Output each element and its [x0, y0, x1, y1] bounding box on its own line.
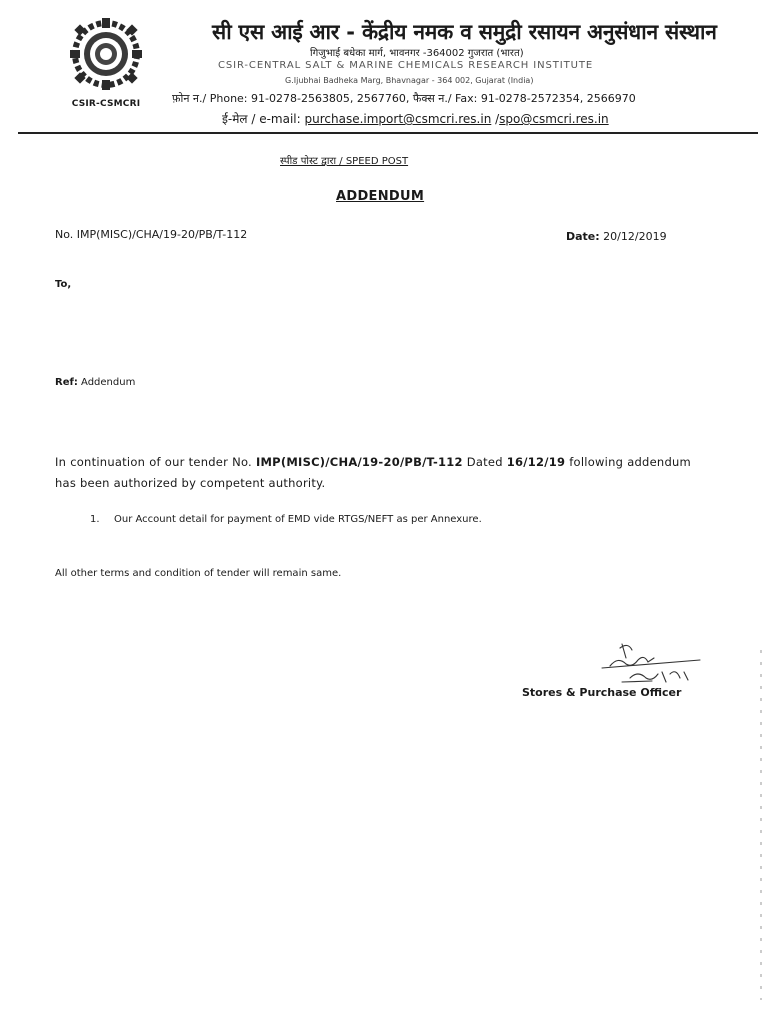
recipient-label: To, [55, 279, 72, 290]
institute-name-hindi: सी एस आई आर - केंद्रीय नमक व समुद्री रसायन अनुसंधान संस्थान [212, 20, 717, 44]
reference-number: No. IMP(MISC)/CHA/19-20/PB/T-112 [55, 228, 248, 241]
body-text-1: In continuation of our tender No. [55, 455, 256, 469]
ref-label: Ref: [55, 377, 78, 388]
letterhead-divider [18, 132, 758, 134]
institute-address-hindi: गिजुभाई बधेका मार्ग, भावनगर -364002 गुजरात (भारत) [310, 48, 524, 59]
signatory-title: Stores & Purchase Officer [522, 686, 682, 699]
contact-phone-fax: फ़ोन न./ Phone: 91-0278-2563805, 2567760, फैक्स न./ Fax: 91-0278-2572354, 2566970 [172, 92, 636, 105]
document-date [566, 230, 667, 243]
contact-email [222, 110, 609, 127]
handwritten-signature [592, 638, 704, 688]
body-text-3: following addendum has been authorized by competent authority. [55, 455, 691, 490]
body-paragraph [55, 452, 691, 494]
logo-caption: CSIR-CSMCRI [71, 99, 141, 109]
csir-csmcri-logo [52, 14, 160, 100]
email-link-purchase[interactable]: purchase.import@csmcri.res.in [304, 112, 492, 126]
tender-number: IMP(MISC)/CHA/19-20/PB/T-112 [255, 455, 463, 469]
ref-value: Addendum [81, 377, 136, 388]
scan-margin-artifact [758, 650, 764, 1000]
institute-address-english: G.Ijubhai Badheka Marg, Bhavnagar - 364 002, Gujarat (India) [285, 76, 534, 85]
email-link-spo[interactable]: spo@csmcri.res.in [499, 112, 609, 126]
date-label: Date: [566, 230, 600, 243]
email-separator: / [491, 112, 500, 126]
list-item-number: 1. [90, 514, 100, 525]
body-text-2: Dated [462, 455, 507, 469]
list-item-text: Our Account detail for payment of EMD vide RTGS/NEFT as per Annexure. [114, 514, 482, 525]
list-item [90, 514, 482, 525]
institute-name-english: CSIR-CENTRAL SALT & MARINE CHEMICALS RESEARCH INSTITUTE [218, 60, 594, 71]
speed-post-label: स्पीड पोस्ट द्वारा / SPEED POST [280, 156, 409, 167]
document-title: ADDENDUM [336, 189, 425, 204]
closing-statement: All other terms and condition of tender will remain same. [55, 568, 342, 579]
subject-reference [55, 377, 135, 388]
tender-date: 16/12/19 [506, 455, 566, 469]
email-label: ई-मेल / e-mail: [222, 112, 305, 126]
date-value: 20/12/2019 [603, 230, 667, 243]
